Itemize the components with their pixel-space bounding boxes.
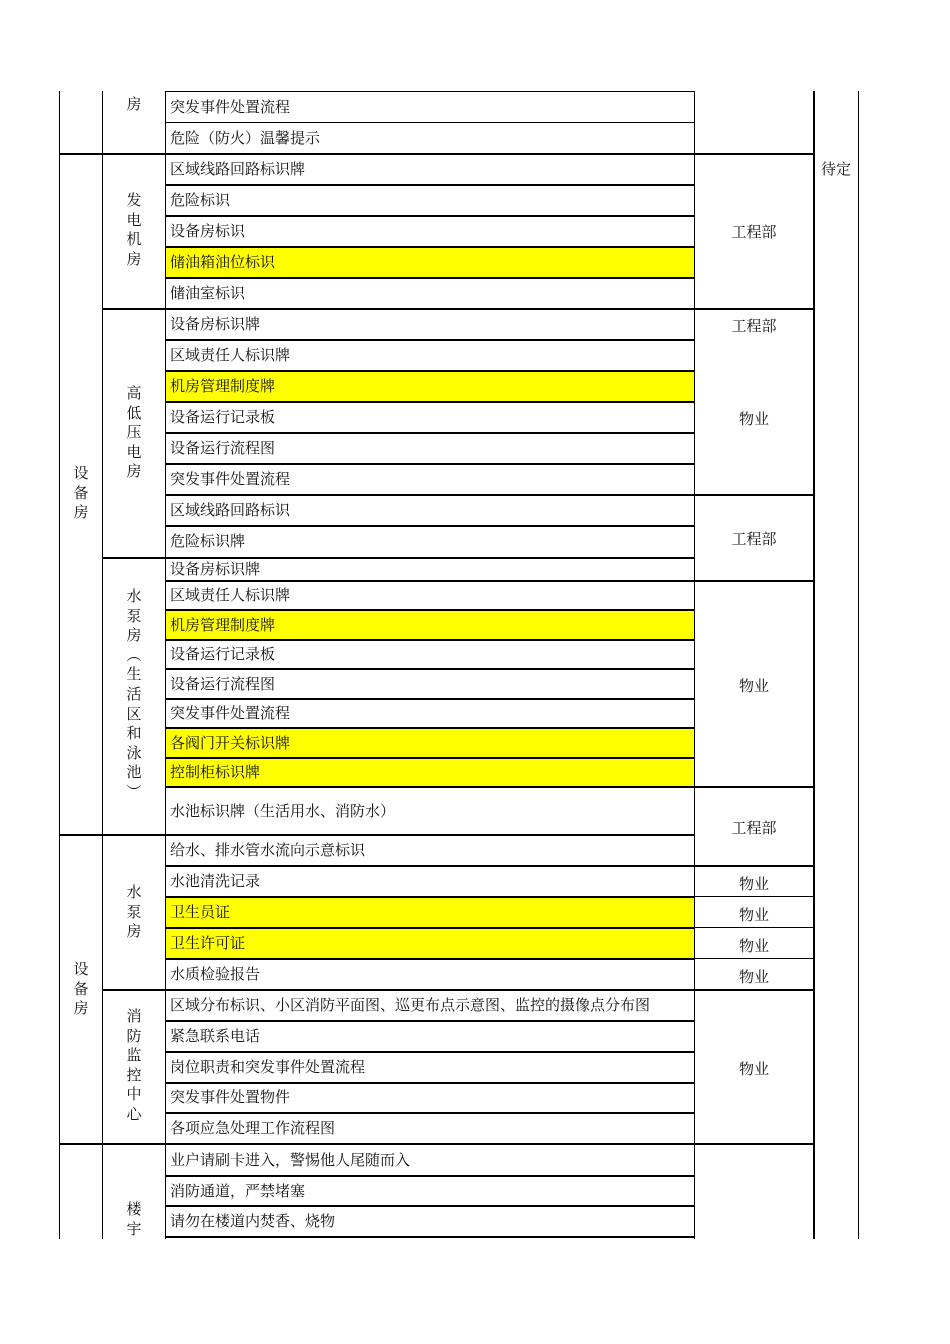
department-cell: 物业 [738, 906, 769, 924]
item-cell-highlighted: 机房管理制度牌 [166, 611, 694, 639]
item-cell: 业户请刷卡进入，警惕他人尾随而入 [170, 1151, 411, 1169]
room-label: 高 低 压 电 房 [126, 384, 142, 481]
department-cell: 工程部 [731, 819, 777, 837]
item-cell: 水池清洗记录 [170, 872, 261, 890]
item-cell: 请勿在楼道内焚香、烧物 [170, 1212, 336, 1230]
grid-line [858, 91, 859, 1239]
item-cell: 给水、排水管水流向示意标识 [170, 841, 366, 859]
item-cell: 设备运行流程图 [170, 675, 276, 693]
item-cell-highlighted: 储油箱油位标识 [166, 248, 694, 277]
room-label: 水 泵 房 ︵ 生 活 区 和 泳 池 ︶ [126, 587, 142, 801]
item-cell: 突发事件处置物件 [170, 1088, 291, 1106]
room-label: 房 [126, 95, 142, 113]
item-cell: 消防通道，严禁堵塞 [170, 1182, 306, 1200]
room-label: 水 泵 房 [126, 883, 142, 941]
item-cell: 危险（防火）温馨提示 [170, 129, 321, 147]
item-cell: 突发事件处置流程 [170, 98, 291, 116]
item-cell-highlighted: 控制柜标识牌 [166, 759, 694, 786]
room-label: 发 电 机 房 [126, 191, 142, 268]
item-cell: 区域责任人标识牌 [170, 586, 291, 604]
department-cell: 工程部 [731, 317, 777, 335]
department-cell: 物业 [738, 677, 769, 695]
department-cell: 工程部 [731, 530, 777, 548]
grid-line [102, 91, 103, 1239]
status-pending: 待定 [821, 160, 852, 178]
item-cell: 设备运行流程图 [170, 439, 276, 457]
item-cell: 危险标识 [170, 191, 231, 209]
section-label: 设 备 房 [73, 464, 89, 522]
department-cell: 物业 [738, 937, 769, 955]
item-cell: 设备房标识牌 [170, 560, 261, 578]
item-cell: 区域线路回路标识牌 [170, 160, 306, 178]
item-cell: 紧急联系电话 [170, 1027, 261, 1045]
item-cell: 各项应急处理工作流程图 [170, 1119, 336, 1137]
item-cell-highlighted: 卫生员证 [166, 898, 694, 927]
item-cell: 设备房标识牌 [170, 315, 261, 333]
item-cell: 水质检验报告 [170, 965, 261, 983]
department-cell: 物业 [738, 410, 769, 428]
item-cell: 设备运行记录板 [170, 408, 276, 426]
item-cell: 区域分布标识、小区消防平面图、巡更布点示意图、监控的摄像点分布图 [170, 996, 651, 1014]
section-label: 设 备 房 [73, 960, 89, 1018]
department-cell: 物业 [738, 1060, 769, 1078]
item-cell: 设备运行记录板 [170, 645, 276, 663]
item-cell: 储油室标识 [170, 284, 246, 302]
item-cell: 突发事件处置流程 [170, 704, 291, 722]
grid-line [59, 91, 60, 1239]
item-cell-highlighted: 卫生许可证 [166, 929, 694, 958]
department-cell: 工程部 [731, 223, 777, 241]
item-cell-highlighted: 机房管理制度牌 [166, 372, 694, 401]
grid-line [813, 91, 815, 1239]
item-cell: 区域线路回路标识 [170, 501, 291, 519]
item-cell: 设备房标识 [170, 222, 246, 240]
department-cell: 物业 [738, 968, 769, 986]
item-cell-highlighted: 各阀门开关标识牌 [166, 729, 694, 757]
room-label: 消 防 监 控 中 心 [126, 1007, 142, 1123]
room-label: 楼 宇 [126, 1200, 142, 1238]
item-cell: 水池标识牌（生活用水、消防水） [170, 802, 396, 820]
item-cell: 岗位职责和突发事件处置流程 [170, 1058, 366, 1076]
department-cell: 物业 [738, 875, 769, 893]
item-cell: 危险标识牌 [170, 532, 246, 550]
item-cell: 突发事件处置流程 [170, 470, 291, 488]
item-cell: 区域责任人标识牌 [170, 346, 291, 364]
